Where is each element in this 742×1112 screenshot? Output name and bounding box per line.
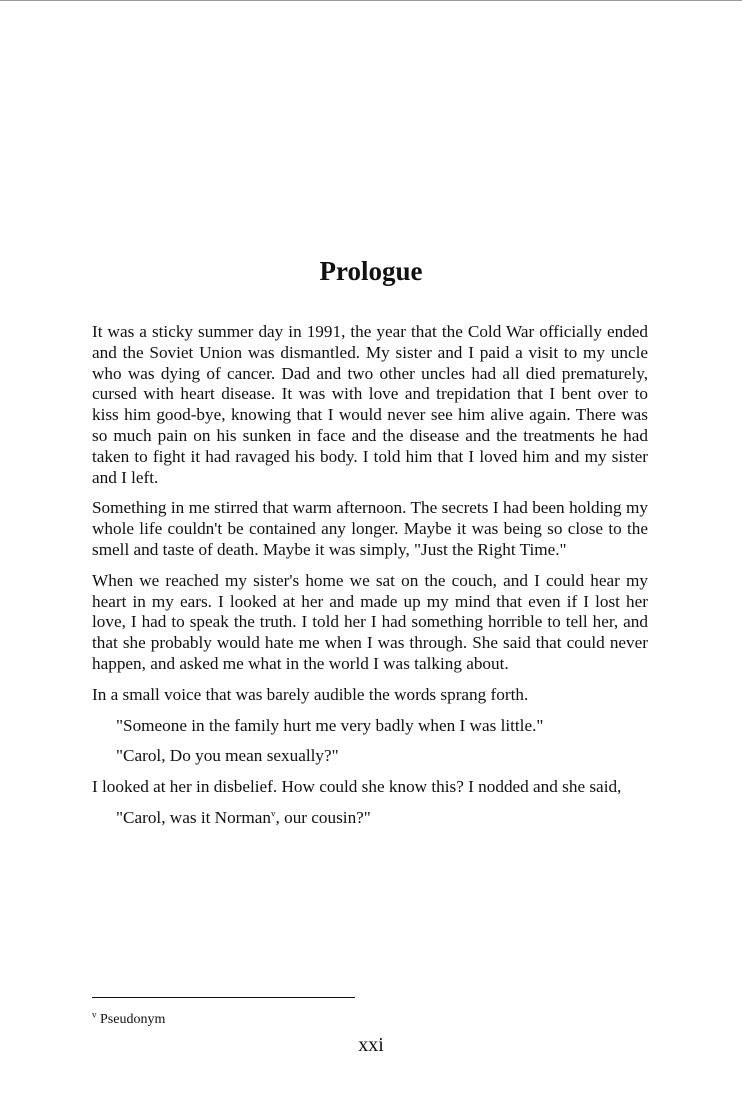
page-number: xxi xyxy=(358,1034,384,1056)
paragraph-7: I looked at her in disbelief. How could she know this? I nodded and she said, xyxy=(92,777,622,797)
body-text xyxy=(92,322,648,839)
paragraph-1: It was a sticky summer day in 1991, the year that the Cold War officially ended and the Soviet Union was dismantled. My sister and I paid a visit to my uncle who was dying of cancer. Dad and two other uncles had all died prematurely, cursed with heart disease. It was with love and trepidation that I bent over to kiss him good-bye, knowing that I would never see him alive again. There was so much pain on his sunken in face and the disease and the treatments he had taken to fight it had ravaged his body. I told him that I loved him and my sister and I left. xyxy=(92,322,648,487)
paragraph-3: When we reached my sister's home we sat on the couch, and I could hear my heart in my ears. I looked at her and made up my mind that even if I lost her love, I had to speak the truth. I told her I had something horrible to tell her, and that she probably would hate me when I was through. She said that could never happen, and asked me what in the world I was talking about. xyxy=(92,570,648,673)
quote-3-end: , our cousin?" xyxy=(275,807,371,827)
quote-2: "Carol, Do you mean sexually?" xyxy=(116,746,339,766)
footnote-separator xyxy=(92,997,355,998)
top-border-line xyxy=(0,0,742,1)
paragraph-2: Something in me stirred that warm afternoon. The secrets I had been holding my whole life couldn't be contained any longer. Maybe it was being so close to the smell and taste of death. Maybe it was simply, "Just the Right Time." xyxy=(92,498,648,559)
quote-1: "Someone in the family hurt me very badly when I was little." xyxy=(116,715,544,735)
footnote-reference-marker: v xyxy=(271,808,276,819)
footnote xyxy=(92,1011,165,1029)
paragraph-4: In a small voice that was barely audible the words sprang forth. xyxy=(92,684,529,704)
chapter-title: Prologue xyxy=(319,256,423,286)
footnote-text: Pseudonym xyxy=(96,1012,166,1027)
quote-3-start: "Carol, was it Norman xyxy=(116,807,271,827)
footnote-marker: v xyxy=(92,1009,97,1020)
quote-3 xyxy=(92,808,648,829)
